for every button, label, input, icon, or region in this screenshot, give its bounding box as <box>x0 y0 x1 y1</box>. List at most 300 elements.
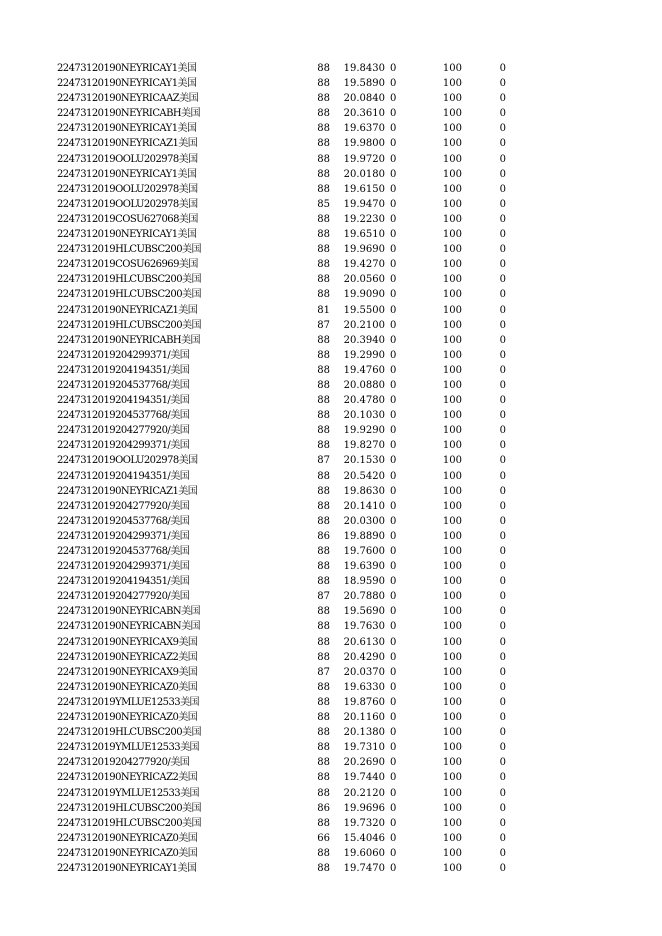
zero-cell: 0 <box>390 651 397 663</box>
weight-cell: 19.6510 <box>343 229 385 241</box>
weight-cell: 19.8630 <box>343 485 385 497</box>
record-id-cell: 2247312019HLCUBSC200美国 <box>57 244 201 256</box>
weight-cell: 19.2230 <box>343 213 385 225</box>
quantity-cell: 88 <box>317 651 330 663</box>
zero-cell: 0 <box>390 138 397 150</box>
table-row <box>0 152 662 167</box>
percent-cell: 100 <box>442 395 462 407</box>
quantity-cell: 88 <box>317 470 330 482</box>
table-row <box>0 257 662 272</box>
weight-cell: 19.4760 <box>343 364 385 376</box>
weight-cell: 20.1410 <box>343 500 385 512</box>
zero-cell-2: 0 <box>499 742 506 754</box>
weight-cell: 15.4046 <box>343 832 385 844</box>
record-id-cell: 2247312019204277920/美国 <box>57 757 190 769</box>
zero-cell: 0 <box>390 621 397 633</box>
quantity-cell: 88 <box>317 817 330 829</box>
percent-cell: 100 <box>442 666 462 678</box>
percent-cell: 100 <box>442 757 462 769</box>
table-row <box>0 484 662 499</box>
zero-cell-2: 0 <box>499 500 506 512</box>
zero-cell: 0 <box>390 78 397 90</box>
weight-cell: 18.9590 <box>343 576 385 588</box>
zero-cell-2: 0 <box>499 470 506 482</box>
quantity-cell: 88 <box>317 410 330 422</box>
weight-cell: 19.6390 <box>343 561 385 573</box>
weight-cell: 19.9290 <box>343 425 385 437</box>
percent-cell: 100 <box>442 727 462 739</box>
record-id-cell: 22473120190NEYRICAY1美国 <box>57 78 197 90</box>
zero-cell-2: 0 <box>499 712 506 724</box>
zero-cell-2: 0 <box>499 63 506 74</box>
zero-cell-2: 0 <box>499 168 506 180</box>
record-id-cell: 22473120190NEYRICAZ2美国 <box>57 651 198 663</box>
record-id-cell: 2247312019204299371/美国 <box>57 530 190 542</box>
table-row <box>0 589 662 604</box>
quantity-cell: 88 <box>317 440 330 452</box>
weight-cell: 20.7880 <box>343 591 385 603</box>
zero-cell: 0 <box>390 364 397 376</box>
zero-cell: 0 <box>390 772 397 784</box>
weight-cell: 20.0180 <box>343 168 385 180</box>
zero-cell: 0 <box>390 817 397 829</box>
zero-cell: 0 <box>390 515 397 527</box>
zero-cell: 0 <box>390 198 397 210</box>
record-id-cell: 2247312019204277920/美国 <box>57 591 190 603</box>
zero-cell: 0 <box>390 440 397 452</box>
weight-cell: 20.2100 <box>343 319 385 331</box>
zero-cell-2: 0 <box>499 334 506 346</box>
weight-cell: 19.9470 <box>343 198 385 210</box>
zero-cell: 0 <box>390 455 397 467</box>
table-row <box>0 272 662 287</box>
zero-cell: 0 <box>390 213 397 225</box>
quantity-cell: 88 <box>317 244 330 256</box>
table-row <box>0 801 662 816</box>
record-id-cell: 22473120190NEYRICAZ0美国 <box>57 681 198 693</box>
percent-cell: 100 <box>442 93 462 105</box>
record-id-cell: 22473120190NEYRICAY1美国 <box>57 168 197 180</box>
weight-cell: 19.9696 <box>343 802 385 814</box>
zero-cell-2: 0 <box>499 364 506 376</box>
percent-cell: 100 <box>442 772 462 784</box>
percent-cell: 100 <box>442 213 462 225</box>
table-row <box>0 348 662 363</box>
weight-cell: 19.7600 <box>343 546 385 557</box>
zero-cell-2: 0 <box>499 138 506 150</box>
percent-cell: 100 <box>442 183 462 195</box>
zero-cell: 0 <box>390 93 397 105</box>
percent-cell: 100 <box>442 832 462 844</box>
zero-cell: 0 <box>390 636 397 648</box>
percent-cell: 100 <box>442 530 462 542</box>
percent-cell: 100 <box>442 274 462 286</box>
weight-cell: 20.1530 <box>343 455 385 467</box>
weight-cell: 20.5420 <box>343 470 385 482</box>
table-row <box>0 393 662 408</box>
quantity-cell: 88 <box>317 606 330 618</box>
percent-cell: 100 <box>442 168 462 180</box>
weight-cell: 19.8270 <box>343 440 385 452</box>
table-row <box>0 182 662 197</box>
record-id-cell: 2247312019204299371/美国 <box>57 440 190 452</box>
table-row <box>0 604 662 619</box>
percent-cell: 100 <box>442 546 462 557</box>
record-id-cell: 2247312019HLCUBSC200美国 <box>57 289 201 301</box>
zero-cell: 0 <box>390 530 397 542</box>
zero-cell-2: 0 <box>499 259 506 271</box>
weight-cell: 19.6060 <box>343 847 385 859</box>
record-id-cell: 22473120190NEYRICAY1美国 <box>57 63 197 74</box>
quantity-cell: 88 <box>317 696 330 708</box>
table-row <box>0 333 662 348</box>
quantity-cell: 88 <box>317 364 330 376</box>
weight-cell: 19.8890 <box>343 530 385 542</box>
quantity-cell: 88 <box>317 485 330 497</box>
percent-cell: 100 <box>442 681 462 693</box>
percent-cell: 100 <box>442 862 462 874</box>
data-table <box>0 61 662 876</box>
zero-cell-2: 0 <box>499 213 506 225</box>
zero-cell-2: 0 <box>499 832 506 844</box>
record-id-cell: 22473120190NEYRICAZ0美国 <box>57 712 198 724</box>
percent-cell: 100 <box>442 787 462 799</box>
quantity-cell: 88 <box>317 138 330 150</box>
table-row <box>0 121 662 136</box>
table-row <box>0 318 662 333</box>
table-row <box>0 499 662 514</box>
zero-cell: 0 <box>390 666 397 678</box>
weight-cell: 19.5890 <box>343 78 385 90</box>
table-row <box>0 786 662 801</box>
table-row <box>0 635 662 650</box>
weight-cell: 19.5500 <box>343 304 385 316</box>
zero-cell: 0 <box>390 847 397 859</box>
record-id-cell: 2247312019204299371/美国 <box>57 561 190 573</box>
weight-cell: 19.6150 <box>343 183 385 195</box>
weight-cell: 20.4780 <box>343 395 385 407</box>
zero-cell-2: 0 <box>499 440 506 452</box>
weight-cell: 19.8760 <box>343 696 385 708</box>
quantity-cell: 88 <box>317 78 330 90</box>
weight-cell: 20.0840 <box>343 93 385 105</box>
percent-cell: 100 <box>442 425 462 437</box>
table-row <box>0 76 662 91</box>
table-row <box>0 423 662 438</box>
weight-cell: 20.0370 <box>343 666 385 678</box>
record-id-cell: 2247312019HLCUBSC200美国 <box>57 727 201 739</box>
table-row <box>0 514 662 529</box>
table-row <box>0 740 662 755</box>
percent-cell: 100 <box>442 606 462 618</box>
percent-cell: 100 <box>442 379 462 391</box>
quantity-cell: 88 <box>317 712 330 724</box>
percent-cell: 100 <box>442 485 462 497</box>
quantity-cell: 88 <box>317 546 330 557</box>
table-row <box>0 710 662 725</box>
quantity-cell: 88 <box>317 847 330 859</box>
quantity-cell: 88 <box>317 93 330 105</box>
zero-cell-2: 0 <box>499 651 506 663</box>
zero-cell: 0 <box>390 712 397 724</box>
quantity-cell: 88 <box>317 349 330 361</box>
quantity-cell: 88 <box>317 561 330 573</box>
quantity-cell: 88 <box>317 621 330 633</box>
record-id-cell: 22473120190NEYRICAZ2美国 <box>57 772 198 784</box>
table-row <box>0 438 662 453</box>
record-id-cell: 2247312019HLCUBSC200美国 <box>57 319 201 331</box>
zero-cell: 0 <box>390 183 397 195</box>
weight-cell: 20.1380 <box>343 727 385 739</box>
zero-cell: 0 <box>390 561 397 573</box>
zero-cell-2: 0 <box>499 530 506 542</box>
percent-cell: 100 <box>442 440 462 452</box>
zero-cell: 0 <box>390 259 397 271</box>
quantity-cell: 88 <box>317 153 330 165</box>
table-row <box>0 242 662 257</box>
table-row <box>0 529 662 544</box>
percent-cell: 100 <box>442 847 462 859</box>
record-id-cell: 22473120190NEYRICAZ1美国 <box>57 304 198 316</box>
zero-cell-2: 0 <box>499 561 506 573</box>
percent-cell: 100 <box>442 802 462 814</box>
weight-cell: 20.2120 <box>343 787 385 799</box>
zero-cell: 0 <box>390 304 397 316</box>
record-id-cell: 22473120190NEYRICABN美国 <box>57 621 200 633</box>
zero-cell-2: 0 <box>499 410 506 422</box>
zero-cell-2: 0 <box>499 772 506 784</box>
zero-cell: 0 <box>390 410 397 422</box>
quantity-cell: 87 <box>317 666 330 678</box>
weight-cell: 19.6330 <box>343 681 385 693</box>
record-id-cell: 2247312019204194351/美国 <box>57 364 190 376</box>
weight-cell: 19.7320 <box>343 817 385 829</box>
zero-cell: 0 <box>390 787 397 799</box>
quantity-cell: 66 <box>317 832 330 844</box>
zero-cell-2: 0 <box>499 817 506 829</box>
record-id-cell: 2247312019HLCUBSC200美国 <box>57 274 201 286</box>
zero-cell: 0 <box>390 485 397 497</box>
record-id-cell: 2247312019204537768/美国 <box>57 379 190 391</box>
zero-cell: 0 <box>390 681 397 693</box>
record-id-cell: 2247312019204277920/美国 <box>57 500 190 512</box>
zero-cell: 0 <box>390 349 397 361</box>
weight-cell: 19.7470 <box>343 862 385 874</box>
table-row <box>0 469 662 484</box>
record-id-cell: 22473120190NEYRICAY1美国 <box>57 123 197 135</box>
record-id-cell: 2247312019204537768/美国 <box>57 546 190 557</box>
quantity-cell: 88 <box>317 63 330 74</box>
zero-cell-2: 0 <box>499 229 506 241</box>
weight-cell: 19.2990 <box>343 349 385 361</box>
table-row <box>0 816 662 831</box>
record-id-cell: 2247312019YMLUE12533美国 <box>57 787 199 799</box>
percent-cell: 100 <box>442 651 462 663</box>
zero-cell: 0 <box>390 123 397 135</box>
quantity-cell: 86 <box>317 802 330 814</box>
record-id-cell: 2247312019YMLUE12533美国 <box>57 742 199 754</box>
quantity-cell: 87 <box>317 591 330 603</box>
weight-cell: 19.4270 <box>343 259 385 271</box>
percent-cell: 100 <box>442 470 462 482</box>
zero-cell-2: 0 <box>499 289 506 301</box>
zero-cell: 0 <box>390 108 397 120</box>
record-id-cell: 2247312019OOLU202978美国 <box>57 455 198 467</box>
percent-cell: 100 <box>442 153 462 165</box>
record-id-cell: 2247312019YMLUE12533美国 <box>57 696 199 708</box>
zero-cell-2: 0 <box>499 847 506 859</box>
quantity-cell: 81 <box>317 304 330 316</box>
zero-cell-2: 0 <box>499 546 506 557</box>
zero-cell-2: 0 <box>499 862 506 874</box>
zero-cell-2: 0 <box>499 319 506 331</box>
percent-cell: 100 <box>442 591 462 603</box>
zero-cell: 0 <box>390 395 397 407</box>
table-row <box>0 831 662 846</box>
zero-cell: 0 <box>390 425 397 437</box>
table-row <box>0 650 662 665</box>
percent-cell: 100 <box>442 123 462 135</box>
zero-cell-2: 0 <box>499 274 506 286</box>
zero-cell-2: 0 <box>499 153 506 165</box>
percent-cell: 100 <box>442 259 462 271</box>
zero-cell-2: 0 <box>499 515 506 527</box>
percent-cell: 100 <box>442 364 462 376</box>
table-row <box>0 559 662 574</box>
percent-cell: 100 <box>442 742 462 754</box>
zero-cell-2: 0 <box>499 455 506 467</box>
table-row <box>0 680 662 695</box>
weight-cell: 19.7440 <box>343 772 385 784</box>
zero-cell: 0 <box>390 500 397 512</box>
zero-cell-2: 0 <box>499 787 506 799</box>
percent-cell: 100 <box>442 696 462 708</box>
zero-cell-2: 0 <box>499 485 506 497</box>
record-id-cell: 22473120190NEYRICABH美国 <box>57 108 200 120</box>
table-row <box>0 136 662 151</box>
weight-cell: 20.1030 <box>343 410 385 422</box>
table-row <box>0 363 662 378</box>
quantity-cell: 88 <box>317 213 330 225</box>
table-row <box>0 212 662 227</box>
zero-cell-2: 0 <box>499 93 506 105</box>
zero-cell: 0 <box>390 470 397 482</box>
record-id-cell: 2247312019OOLU202978美国 <box>57 183 198 195</box>
zero-cell: 0 <box>390 168 397 180</box>
quantity-cell: 85 <box>317 198 330 210</box>
weight-cell: 19.7310 <box>343 742 385 754</box>
table-row <box>0 197 662 212</box>
record-id-cell: 2247312019204277920/美国 <box>57 425 190 437</box>
zero-cell-2: 0 <box>499 681 506 693</box>
record-id-cell: 22473120190NEYRICABN美国 <box>57 606 200 618</box>
zero-cell-2: 0 <box>499 123 506 135</box>
zero-cell-2: 0 <box>499 696 506 708</box>
zero-cell: 0 <box>390 576 397 588</box>
weight-cell: 20.3940 <box>343 334 385 346</box>
zero-cell: 0 <box>390 244 397 256</box>
quantity-cell: 87 <box>317 455 330 467</box>
table-row <box>0 755 662 770</box>
table-row <box>0 453 662 468</box>
table-row <box>0 287 662 302</box>
weight-cell: 20.2690 <box>343 757 385 769</box>
table-row <box>0 378 662 393</box>
quantity-cell: 88 <box>317 742 330 754</box>
zero-cell-2: 0 <box>499 606 506 618</box>
quantity-cell: 88 <box>317 757 330 769</box>
table-row <box>0 725 662 740</box>
quantity-cell: 88 <box>317 108 330 120</box>
percent-cell: 100 <box>442 349 462 361</box>
percent-cell: 100 <box>442 63 462 74</box>
zero-cell-2: 0 <box>499 244 506 256</box>
zero-cell: 0 <box>390 862 397 874</box>
weight-cell: 20.0880 <box>343 379 385 391</box>
zero-cell-2: 0 <box>499 591 506 603</box>
table-row <box>0 770 662 785</box>
zero-cell: 0 <box>390 832 397 844</box>
percent-cell: 100 <box>442 78 462 90</box>
record-id-cell: 22473120190NEYRICAY1美国 <box>57 862 197 874</box>
zero-cell-2: 0 <box>499 666 506 678</box>
table-row <box>0 167 662 182</box>
percent-cell: 100 <box>442 319 462 331</box>
record-id-cell: 2247312019HLCUBSC200美国 <box>57 802 201 814</box>
table-row <box>0 695 662 710</box>
record-id-cell: 22473120190NEYRICAZ1美国 <box>57 138 198 150</box>
table-row <box>0 227 662 242</box>
table-row <box>0 544 662 559</box>
record-id-cell: 2247312019HLCUBSC200美国 <box>57 817 201 829</box>
weight-cell: 19.9690 <box>343 244 385 256</box>
zero-cell: 0 <box>390 591 397 603</box>
zero-cell-2: 0 <box>499 395 506 407</box>
record-id-cell: 22473120190NEYRICAAZ美国 <box>57 93 199 105</box>
table-row <box>0 846 662 861</box>
quantity-cell: 88 <box>317 636 330 648</box>
weight-cell: 19.7630 <box>343 621 385 633</box>
record-id-cell: 2247312019OOLU202978美国 <box>57 198 198 210</box>
record-id-cell: 2247312019204194351/美国 <box>57 470 190 482</box>
percent-cell: 100 <box>442 108 462 120</box>
percent-cell: 100 <box>442 229 462 241</box>
weight-cell: 19.9090 <box>343 289 385 301</box>
zero-cell-2: 0 <box>499 621 506 633</box>
percent-cell: 100 <box>442 198 462 210</box>
percent-cell: 100 <box>442 561 462 573</box>
quantity-cell: 88 <box>317 168 330 180</box>
zero-cell-2: 0 <box>499 757 506 769</box>
percent-cell: 100 <box>442 334 462 346</box>
weight-cell: 20.6130 <box>343 636 385 648</box>
zero-cell-2: 0 <box>499 108 506 120</box>
percent-cell: 100 <box>442 410 462 422</box>
quantity-cell: 88 <box>317 334 330 346</box>
quantity-cell: 88 <box>317 183 330 195</box>
percent-cell: 100 <box>442 455 462 467</box>
zero-cell: 0 <box>390 334 397 346</box>
record-id-cell: 22473120190NEYRICAX9美国 <box>57 666 198 678</box>
zero-cell-2: 0 <box>499 198 506 210</box>
percent-cell: 100 <box>442 576 462 588</box>
record-id-cell: 22473120190NEYRICAZ1美国 <box>57 485 198 497</box>
record-id-cell: 2247312019COSU627068美国 <box>57 213 198 225</box>
zero-cell-2: 0 <box>499 636 506 648</box>
record-id-cell: 2247312019204194351/美国 <box>57 395 190 407</box>
record-id-cell: 22473120190NEYRICAY1美国 <box>57 229 197 241</box>
weight-cell: 19.6370 <box>343 123 385 135</box>
